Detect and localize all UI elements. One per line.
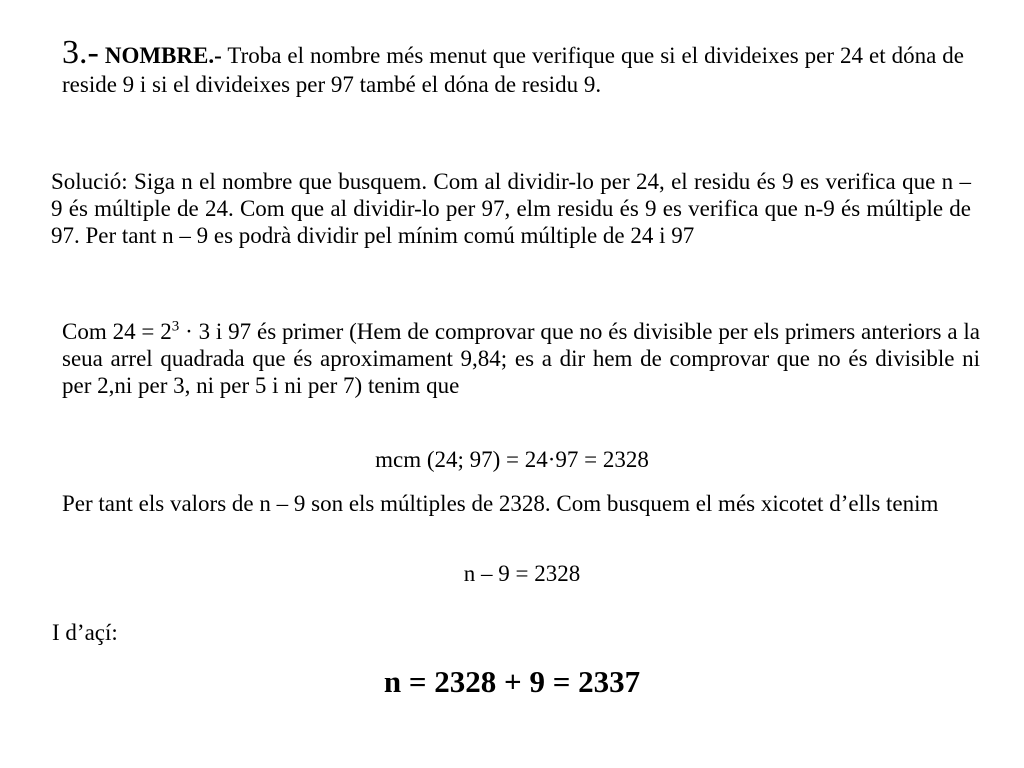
problem-text: Troba el nombre més menut que verifique que si el divideixes per 24 et dóna de reside 9 i si el divideixes per 97 també el dóna de residu 9.: [62, 43, 965, 97]
final-result: n = 2328 + 9 = 2337: [383, 664, 641, 699]
reasoning-prefix: Com 24 = 2: [62, 319, 172, 344]
reasoning-suffix: · 3 i 97 és primer (Hem de comprovar que no és divisible per els primers anteriors a la seua arrel quadrada que és aproximament 9,84; es a dir hem de comprovar que no és divisible ni per 2,ni per 3, ni per 5 i ni per 7) tenim que: [62, 319, 980, 398]
equation-n-minus-9: n – 9 = 2328: [463, 561, 581, 586]
mcm-equation: mcm (24; 97) = 24·97 = 2328: [375, 447, 649, 472]
solution-text: Solució: Siga n el nombre que busquem. Com al dividir-lo per 24, el residu és 9 es verifica que n – 9 és múltiple de 24. Com que al dividir-lo per 97, elm residu és 9 es verifica que n-9 és múltiple de 97. Per tant n – 9 es podrà dividir pel mínim comú múltiple de 24 i 97: [51, 169, 971, 248]
problem-statement: [62, 34, 965, 99]
reasoning-exponent: 3: [171, 318, 180, 335]
reasoning-paragraph: [62, 318, 980, 399]
problem-number: 3.-: [62, 34, 99, 71]
multiples-text: Per tant els valors de n – 9 son els múltiples de 2328. Com busquem el més xicotet d’ells tenim: [62, 491, 939, 516]
multiples-paragraph: [62, 490, 980, 517]
problem-title: NOMBRE.-: [104, 43, 222, 68]
solution-paragraph: [51, 168, 971, 249]
hence-label: I d’açí:: [52, 620, 118, 645]
